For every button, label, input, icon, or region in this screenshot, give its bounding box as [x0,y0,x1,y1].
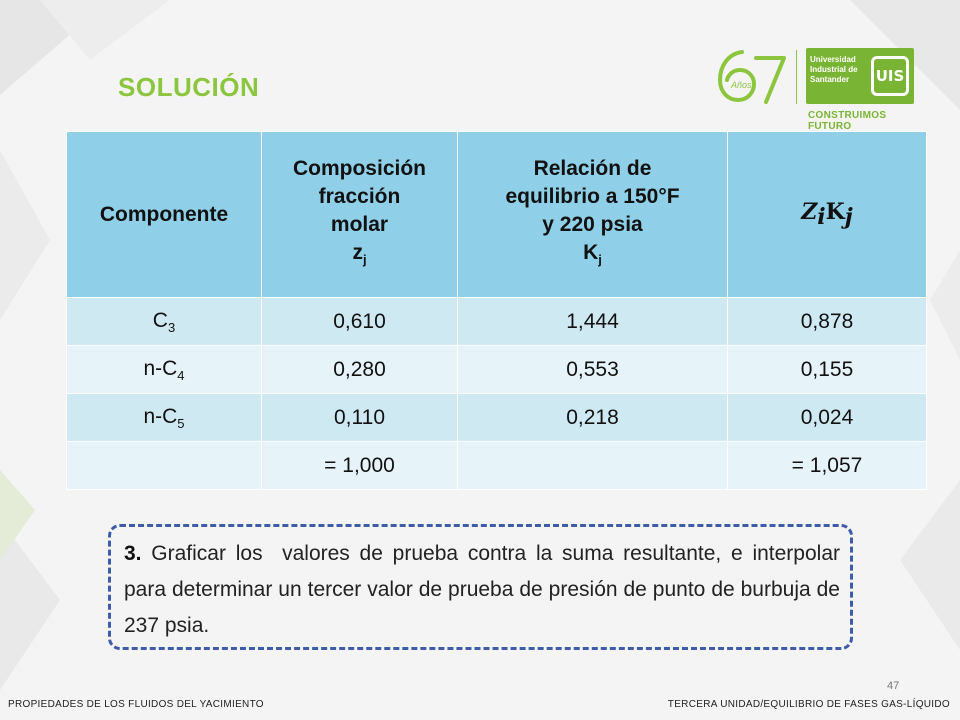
cell-z-sum: = 1,000 [262,442,458,490]
cell-z: 0,110 [262,394,458,442]
logo-divider [796,50,797,104]
page-number: 47 [887,680,900,692]
cell-k: 0,553 [458,346,728,394]
anniversary-67-logo [712,44,790,106]
university-logo [712,44,917,132]
footer-course-title: PROPIEDADES DE LOS FLUIDOS DEL YACIMIENTO [8,699,264,710]
header-zi-kj: ZiKj [728,132,927,298]
cell-component: $C_3$ [67,298,262,346]
cell-zk: 0,878 [728,298,927,346]
uis-logo-box [806,48,914,104]
university-name: Universidad Industrial de Santander [810,55,858,84]
header-relacion-equilibrio: Relación de equilibrio a 150°F y 220 psia $K_j$ [458,132,728,298]
note-body: Graficar los valores de prueba contra la suma resultante, e interpolar para determinar un tercer valor de prueba de presión de punto de burbuja de 237 psia. [124,542,846,637]
cell-z: 0,610 [262,298,458,346]
table-header-row [67,132,927,298]
table-row-c3 [67,298,927,346]
anos-label: Años [731,80,752,90]
cell-k: 0,218 [458,394,728,442]
table-row-total [67,442,927,490]
cell-k: 1,444 [458,298,728,346]
cell-total-empty [67,442,262,490]
cell-component: $n-C_5$ [67,394,262,442]
table-row-nc5 [67,394,927,442]
header-composicion: Composición fracción molar $z_j$ [262,132,458,298]
header-componente: Componente [67,132,262,298]
note-text-block [124,536,846,644]
cell-component: $n-C_4$ [67,346,262,394]
equilibrium-table [66,131,927,490]
cell-zk: 0,155 [728,346,927,394]
table-row-nc4 [67,346,927,394]
note-number: 3. [124,542,142,565]
uis-mark: UIS [871,56,909,96]
cell-z: 0,280 [262,346,458,394]
slide-title: SOLUCIÓN [118,72,260,102]
cell-total-empty-k [458,442,728,490]
cell-zk: 0,024 [728,394,927,442]
footer-unit-title: TERCERA UNIDAD/EQUILIBRIO DE FASES GAS-LÍQUIDO [667,699,950,710]
cell-zk-sum: = 1,057 [728,442,927,490]
logo-tagline: CONSTRUIMOS FUTURO [808,110,887,132]
